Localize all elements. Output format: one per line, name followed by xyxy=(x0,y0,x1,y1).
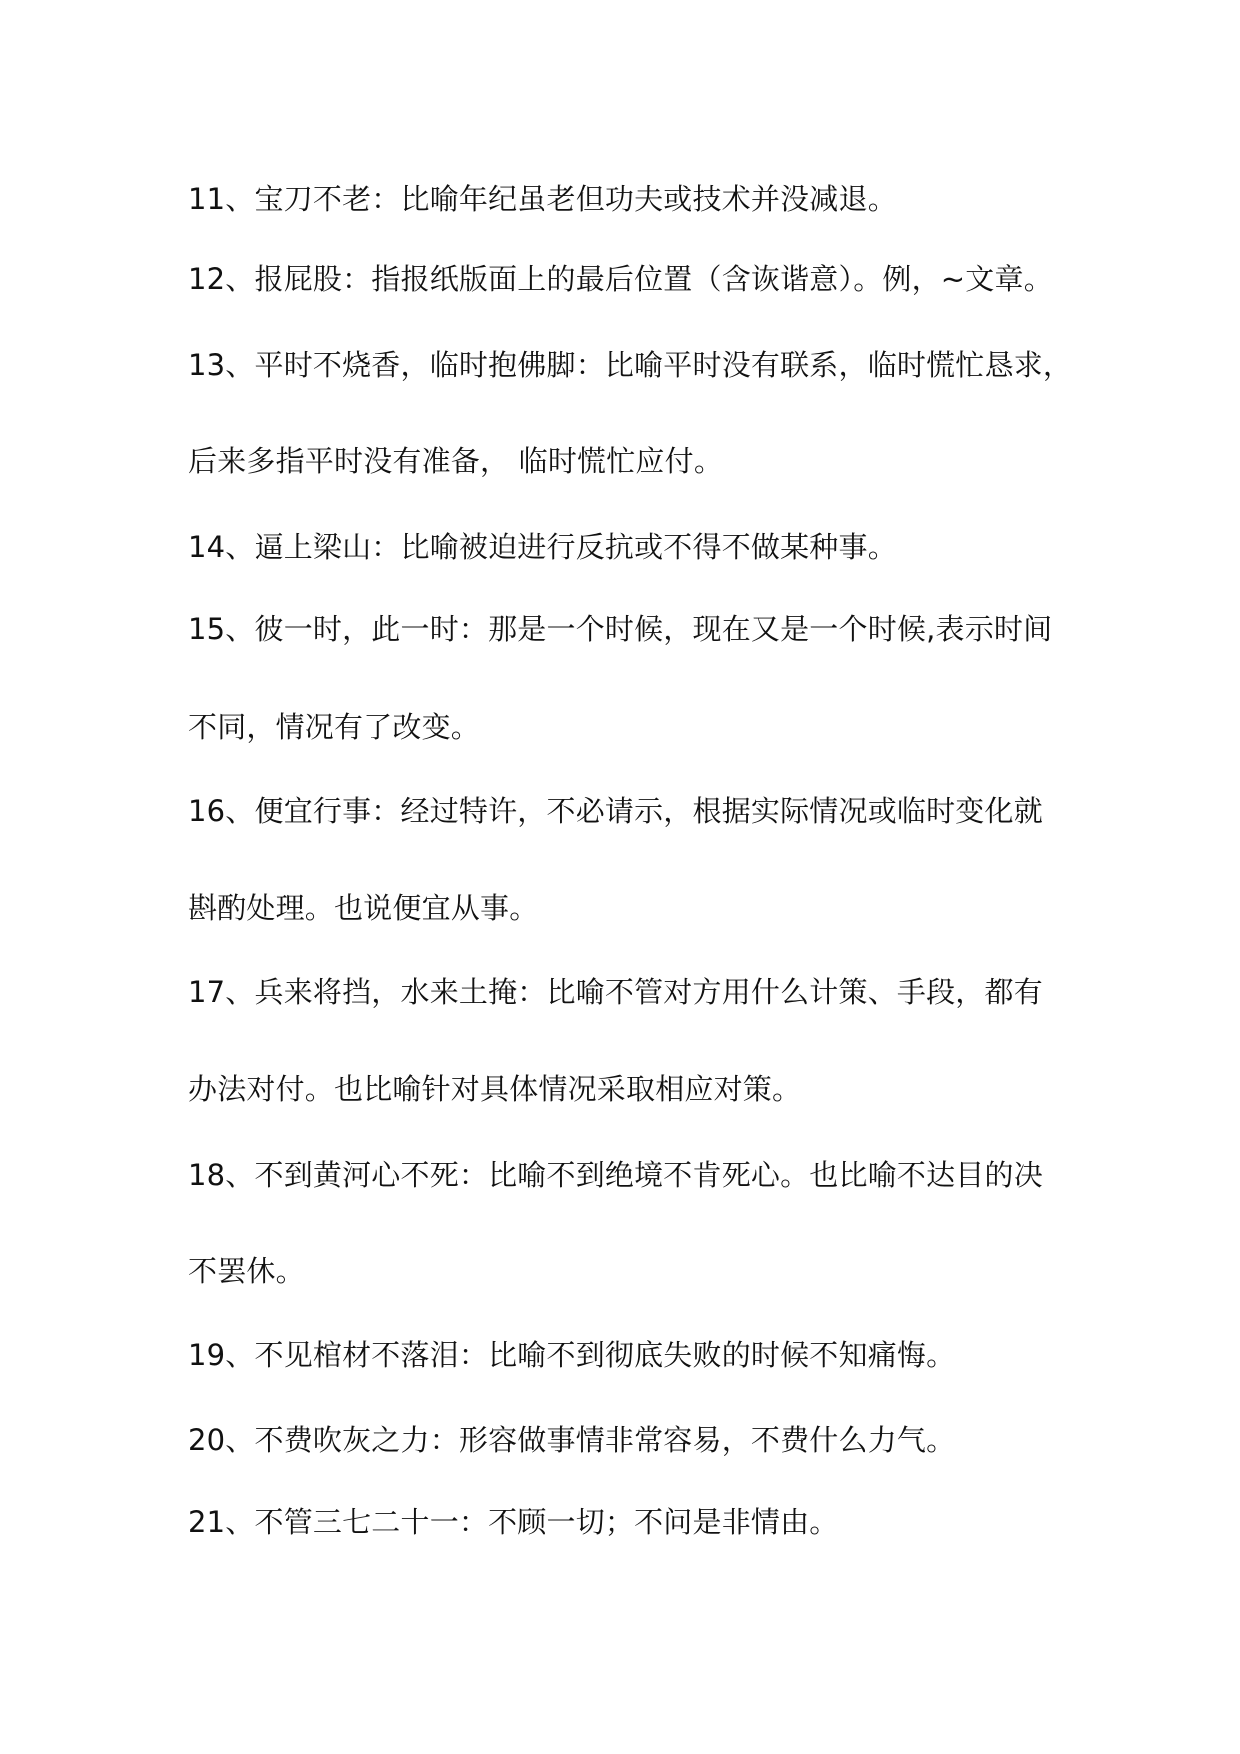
entry-line: 12、报屁股：指报纸版面上的最后位置（含诙谐意）。例，~文章。 xyxy=(188,262,1053,296)
entry-line: 21、不管三七二十一：不顾一切；不问是非情由。 xyxy=(188,1505,839,1539)
entry-line-continued: 不同，情况有了改变。 xyxy=(188,710,481,744)
entry-line-continued: 斟酌处理。也说便宜从事。 xyxy=(188,891,539,925)
entry-line-continued: 不罢休。 xyxy=(188,1254,305,1288)
entry-line: 17、兵来将挡，水来土掩：比喻不管对方用什么计策、手段，都有 xyxy=(188,975,1043,1009)
entry-line: 15、彼一时，此一时：那是一个时候，现在又是一个时候,表示时间 xyxy=(188,612,1053,646)
entry-line-continued: 后来多指平时没有准备， 临时慌忙应付。 xyxy=(188,444,724,478)
entry-line: 20、不费吹灰之力：形容做事情非常容易，不费什么力气。 xyxy=(188,1423,956,1457)
entry-line: 16、便宜行事：经过特许，不必请示，根据实际情况或临时变化就 xyxy=(188,794,1043,828)
entry-line-continued: 办法对付。也比喻针对具体情况采取相应对策。 xyxy=(188,1072,802,1106)
entry-line: 11、宝刀不老：比喻年纪虽老但功夫或技术并没减退。 xyxy=(188,182,897,216)
entry-line: 13、平时不烧香，临时抱佛脚：比喻平时没有联系，临时慌忙恳求， xyxy=(188,348,1073,382)
entry-line: 14、逼上梁山：比喻被迫进行反抗或不得不做某种事。 xyxy=(188,530,897,564)
entry-line: 18、不到黄河心不死：比喻不到绝境不肯死心。也比喻不达目的决 xyxy=(188,1158,1043,1192)
entry-line: 19、不见棺材不落泪：比喻不到彻底失败的时候不知痛悔。 xyxy=(188,1338,956,1372)
